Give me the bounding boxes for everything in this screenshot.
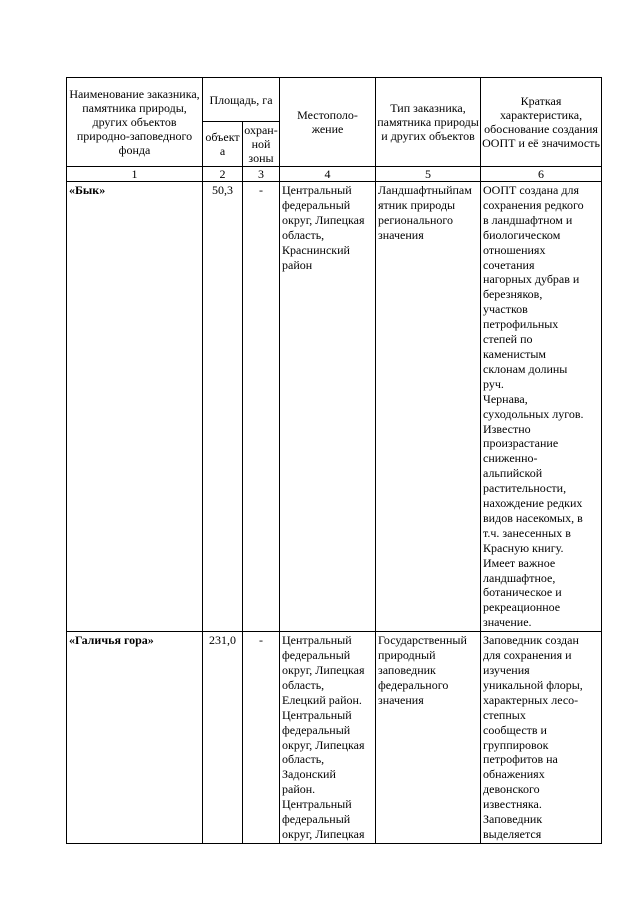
- text-line: округ, Липецкая: [282, 737, 365, 752]
- text-line: группировок: [483, 737, 549, 752]
- text-line: федеральный: [282, 812, 351, 827]
- header-row: [67, 78, 602, 122]
- text-line: изучения: [483, 663, 530, 677]
- text-line: ботаническое и: [483, 585, 562, 600]
- description-cell: [481, 632, 602, 844]
- text-line: растительности,: [483, 481, 567, 496]
- type-cell: [376, 182, 481, 632]
- reserve-name: «Галичья гора»: [67, 632, 203, 844]
- text-line: отношениях: [483, 242, 546, 257]
- column-number: 4: [280, 167, 376, 182]
- text-line: федеральный: [282, 648, 351, 663]
- text-line: руч.: [483, 376, 504, 391]
- text-line: федеральный: [282, 197, 351, 212]
- text-line: т.ч. занесенных в: [483, 525, 571, 540]
- text-line: альпийской: [483, 466, 543, 481]
- table-row: [67, 182, 602, 632]
- text-line: видов насекомых, в: [483, 510, 583, 525]
- text-line: природный: [378, 648, 436, 663]
- header-area-object: объект а: [203, 122, 243, 167]
- text-line: березняков,: [483, 287, 543, 302]
- text-line: район: [282, 257, 313, 272]
- text-line: Краснинский: [282, 242, 350, 257]
- text-line: заповедник: [378, 663, 436, 677]
- text-line: Государственный: [378, 633, 467, 648]
- table-row: [67, 632, 602, 844]
- text-line: выделяется: [483, 826, 542, 841]
- text-line: ООПТ создана для: [483, 183, 579, 197]
- text-line: обнажениях: [483, 767, 545, 782]
- text-line: округ, Липецкая: [282, 826, 365, 841]
- header-area-zone: охран- ной зоны: [244, 123, 278, 165]
- location-cell: [280, 182, 376, 632]
- text-line: сочетания: [483, 257, 535, 272]
- header-area: Площадь, га: [203, 78, 280, 122]
- text-line: Имеет важное: [483, 555, 556, 570]
- column-number: 2: [203, 167, 243, 182]
- description-text: [483, 633, 599, 842]
- text-line: нахождение редких: [483, 496, 583, 511]
- area-object-value: 50,3: [203, 182, 243, 632]
- type-text: [378, 633, 478, 708]
- text-line: область,: [282, 227, 325, 242]
- column-number: 3: [243, 167, 280, 182]
- type-cell: [376, 632, 481, 844]
- text-line: Заповедник создан: [483, 633, 579, 648]
- text-line: биологическом: [483, 227, 561, 242]
- description-text: [483, 183, 599, 630]
- header-name: Наименование заказника, памятника природы, других объектов природно-заповедного фонда: [67, 78, 203, 167]
- text-line: округ, Липецкая: [282, 212, 365, 227]
- text-line: Центральный: [282, 183, 352, 197]
- text-line: ятник природы: [378, 197, 456, 212]
- text-line: степных: [483, 707, 526, 722]
- text-line: область,: [282, 752, 325, 767]
- type-text: [378, 183, 478, 243]
- text-line: Красную книгу.: [483, 540, 564, 555]
- reserve-name: «Бык»: [67, 182, 203, 632]
- column-number: 6: [481, 167, 602, 182]
- text-line: округ, Липецкая: [282, 663, 365, 677]
- text-line: область,: [282, 677, 325, 692]
- text-line: участков: [483, 302, 528, 317]
- header-type: Тип заказника, памятника природы и других объектов: [376, 78, 481, 167]
- text-line: регионального: [378, 212, 454, 227]
- text-line: ландшафтное,: [483, 570, 556, 585]
- text-line: нагорных дубрав и: [483, 272, 580, 287]
- text-line: уникальной флоры,: [483, 677, 583, 692]
- text-line: значения: [378, 692, 424, 707]
- text-line: Ландшафтныйпам: [378, 183, 472, 197]
- text-line: федеральный: [282, 722, 351, 737]
- text-line: федерального: [378, 677, 449, 692]
- text-line: характерных лесо-: [483, 692, 579, 707]
- column-number: 1: [67, 167, 203, 182]
- text-line: склонам долины: [483, 361, 568, 376]
- text-line: Известно: [483, 421, 531, 436]
- header-location: Местополо- жение: [280, 78, 376, 167]
- text-line: в ландшафтном и: [483, 212, 573, 227]
- location-cell: [280, 632, 376, 844]
- column-numbers-row: [67, 167, 602, 182]
- text-line: Елецкий район.: [282, 692, 362, 707]
- text-line: суходольных лугов.: [483, 406, 584, 421]
- text-line: район.: [282, 782, 316, 797]
- text-line: петрофитов на: [483, 752, 558, 767]
- location-text: [282, 183, 373, 272]
- text-line: произрастание: [483, 436, 559, 451]
- document-page: [66, 77, 602, 844]
- text-line: известняка.: [483, 797, 542, 812]
- description-cell: [481, 182, 602, 632]
- protected-areas-table: [66, 77, 602, 844]
- text-line: рекреационное: [483, 600, 561, 615]
- text-line: значение.: [483, 615, 532, 630]
- text-line: для сохранения и: [483, 648, 572, 663]
- text-line: Центральный: [282, 797, 352, 812]
- text-line: Центральный: [282, 633, 352, 648]
- text-line: Задонский: [282, 767, 336, 782]
- text-line: Заповедник: [483, 812, 543, 827]
- text-line: значения: [378, 227, 424, 242]
- text-line: Центральный: [282, 707, 352, 722]
- text-line: сообществ и: [483, 722, 547, 737]
- text-line: девонского: [483, 782, 540, 797]
- area-object-value: 231,0: [203, 632, 243, 844]
- text-line: Чернава,: [483, 391, 528, 406]
- text-line: каменистым: [483, 346, 546, 361]
- text-line: сохранения редкого: [483, 197, 584, 212]
- column-number: 5: [376, 167, 481, 182]
- header-description: Краткая характеристика, обоснование создания ООПТ и её значимость: [481, 78, 602, 167]
- area-zone-value: -: [243, 182, 280, 632]
- location-text: [282, 633, 373, 842]
- text-line: сниженно-: [483, 451, 538, 466]
- area-zone-value: -: [243, 632, 280, 844]
- text-line: петрофильных: [483, 317, 559, 332]
- text-line: степей по: [483, 332, 533, 347]
